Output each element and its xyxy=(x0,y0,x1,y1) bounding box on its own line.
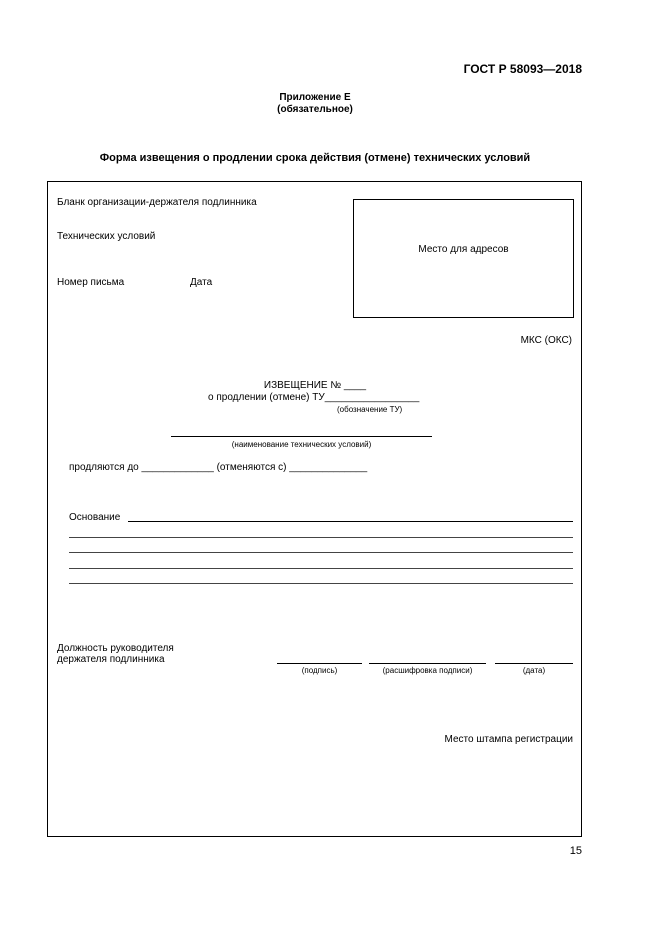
blank-label: Бланк организации-держателя подлинника xyxy=(57,197,257,208)
notice-subtitle: о продлении (отмене) ТУ_________________ xyxy=(208,392,420,403)
signature-caption: (подпись) xyxy=(301,666,338,675)
address-box-label: Место для адресов xyxy=(418,244,509,255)
date-label: Дата xyxy=(190,277,213,288)
name-line xyxy=(171,436,432,437)
notice-title: ИЗВЕЩЕНИЕ № ____ xyxy=(263,380,367,391)
date-caption: (дата) xyxy=(522,666,546,675)
standard-code: ГОСТ Р 58093—2018 xyxy=(463,62,582,76)
letter-number-label: Номер письма xyxy=(57,277,125,288)
basis-line-5 xyxy=(69,583,573,584)
mks-label: МКС (ОКС) xyxy=(520,335,572,346)
extended-until: продляются до _____________ (отменяются с) ______________ xyxy=(69,462,368,473)
appendix-status: (обязательное) xyxy=(277,104,353,115)
basis-line-4 xyxy=(69,568,573,569)
basis-label: Основание xyxy=(69,512,121,523)
name-caption: (наименование технических условий) xyxy=(231,440,372,449)
page-number: 15 xyxy=(569,845,582,857)
stamp-label: Место штампа регистрации xyxy=(444,734,573,745)
date-line xyxy=(495,663,573,664)
tu-caption: (обозначение ТУ) xyxy=(337,405,403,414)
address-box xyxy=(353,199,574,318)
decoding-caption: (расшифровка подписи) xyxy=(382,666,473,675)
position-line-1: Должность руководителя xyxy=(57,643,174,654)
appendix-title: Приложение Е xyxy=(279,92,351,103)
basis-line-3 xyxy=(69,552,573,553)
decoding-line xyxy=(369,663,486,664)
signature-line xyxy=(277,663,362,664)
form-title: Форма извещения о продлении срока действия (отмене) технических условий xyxy=(99,152,531,164)
position-line-2: держателя подлинника xyxy=(57,654,165,665)
basis-line-2 xyxy=(69,537,573,538)
basis-line-1 xyxy=(128,521,573,522)
tech-conditions-label: Технических условий xyxy=(57,231,156,242)
